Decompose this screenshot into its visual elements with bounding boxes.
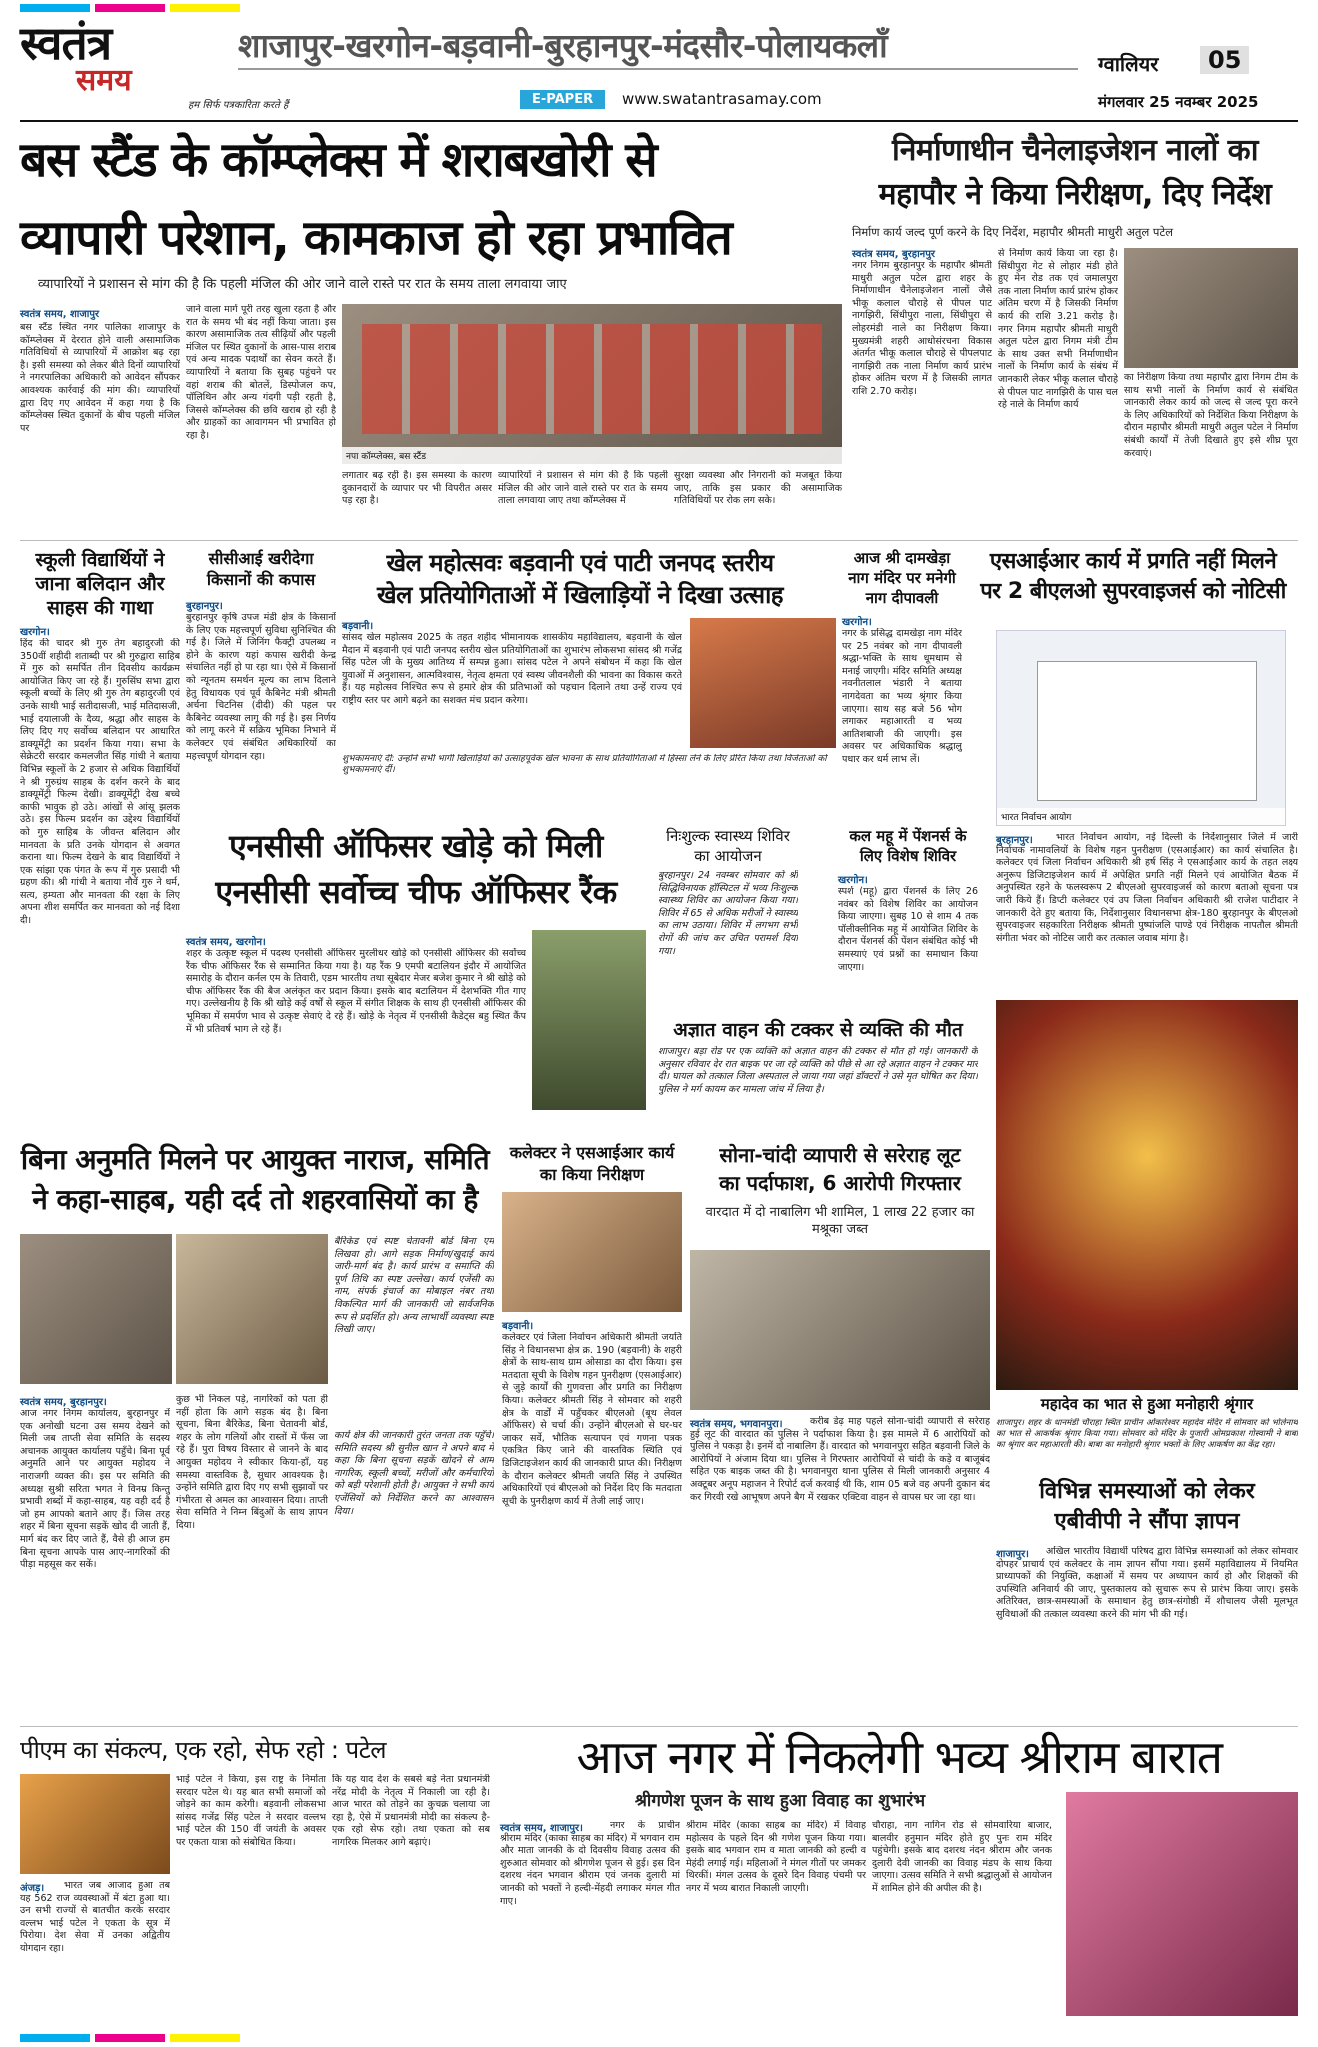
sir-dateline: बुरहानपुर। (996, 835, 1033, 846)
sir-photo (996, 630, 1286, 826)
commissioner-col-2: कुछ भी निकल पड़े, नागरिकों को पता ही नहीं होता कि आगे सड़क बंद है। बिना सूचना, बिना बैरिकेड, बिना चेतावनी बोर्ड, शहर के लोग गलियों और रास्तों में फँस जा रहे हैं। पुरा विषय विस्तार से जानने के बाद आयुक्त महोदय ने स्वीकार किया-हाँ, यह समस्या वास्तविक है, सुधार आवश्यक है। उन्होंने समिति द्वारा दिए गए सभी सुझावों पर गंभीरता से अमल का आश्वासन दिया। ताप्ती सेवा समिति ने निम्न बिंदुओं के साथ ज्ञापन दिया। (176, 1394, 328, 1531)
ncc-headline-1: एनसीसी ऑफिसर खोड़े को मिली (229, 827, 603, 865)
gold-headline-1: सोना-चांदी व्यापारी से सरेराह लूट (719, 1143, 961, 1167)
website-link[interactable]: www.swatantrasamay.com (622, 90, 822, 108)
shriram-col-2: श्रीराम मंदिर (काका साहब का मंदिर) में विवाह महोत्सव के पहले दिन श्री गणेश पूजन किया गया। इसके बाद भगवान राम व माता जानकी को हल्दी व मेहंदी लगाई गई। महिलाओं ने मंगल गीतों पर जमकर थिरकीं। मंगल उत्सव के दूसरे दिन विवाह पंचमी पर नगर में भव्य बारात निकाली जाएगी। (686, 1820, 866, 1894)
health-body: बुरहानपुर। 24 नवम्बर सोमवार को श्री सिद्धिविनायक हॉस्पिटल में भव्य निःशुल्क स्वास्थ्य शिविर का आयोजन किया गया। शिविर में 65 से अधिक मरीजों ने स्वास्थ्य का लाभ उठाया। शिविर में लगभग सभी रोगों की जांच कर उचित परामर्श दिया गया। (658, 870, 798, 957)
collector-photo (502, 1192, 682, 1312)
shriram-subhead: श्रीगणेश पूजन के साथ हुआ विवाह का शुभारंभ (634, 1791, 926, 1811)
ncc-photo (532, 930, 646, 1110)
gold-subhead: वारदात में दो नाबालिग भी शामिल, 1 लाख 22 हजार का मश्रूका जब्त (705, 1205, 975, 1237)
lead-col-5: सुरक्षा व्यवस्था और निगरानी को मजबूत किया जाए, ताकि इस प्रकार की असामाजिक गतिविधियों पर रोक लग सके। (674, 470, 842, 507)
sir-photo-label: भारत निर्वाचन आयोग (997, 808, 1285, 825)
naag-body: नगर के प्रसिद्ध दामखेड़ा नाग मंदिर पर 25 नवंबर को नाग दीपावली श्रद्धा-भक्ति के साथ धूमधाम से मनाई जाएगी। मंदिर समिति अध्यक्ष नवनीतलाल भंडारी ने बताया नागदेवता का भव्य श्रृंगार किया जाएगा। साथ सह बजे 56 भोग लगाकर महाआरती व भव्य आतिशबाजी की जाएगी। इस अवसर पर अधिकाधिक श्रद्धालु पधार कर धर्म लाभ लें। (842, 628, 962, 765)
mahadev-headline: महादेव का भात से हुआ मनोहारी श्रृंगार (1040, 1395, 1254, 1413)
collector-body: कलेक्टर एवं जिला निर्वाचन अधिकारी श्रीमती जयति सिंह ने विधानसभा क्षेत्र क्र. 190 (बड़वानी) के शहरी क्षेत्रों के साथ-साथ ग्राम ओसाडा का दौरा किया। इस मतदाता सूची के विशेष गहन पुनरीक्षण (एसआईआर) से जुड़े कार्यों की गुणवत्ता और प्रगति का निरीक्षण किया। कलेक्टर श्रीमती सिंह ने सोमवार को शहरी क्षेत्र के वार्डों में पहुँचकर बीएलओ (बूथ लेवल ऑफिसर) से चर्चा की। उन्होंने बीएलओ से घर-घर जाकर सर्वे, भौतिक सत्यापन एवं गणना पत्रक एकत्रित किए जाने की वास्तविक स्थिति एवं डिजिटाइजेशन कार्य की जानकारी प्राप्त की। निरीक्षण के दौरान कलेक्टर श्रीमती जयति सिंह ने उपस्थित अधिकारियों एवं बीएलओ को निर्देश दिए कि मतदाता सूची के पुनरीक्षण कार्य में तेजी लाई जाए। (502, 1332, 682, 1507)
lead-photo-label: नपा कॉम्प्लेक्स, बस स्टैंड (342, 447, 842, 464)
masthead-name: स्वतंत्र (20, 16, 112, 70)
sports-photo (690, 618, 836, 748)
mayor-subhead: निर्माण कार्य जल्द पूर्ण करने के दिए निर्देश, महापौर श्रीमती माधुरी अतुल पटेल (852, 225, 1174, 239)
commissioner-col-4: कार्य क्षेत्र की जानकारी तुरंत जनता तक पहुँचे। समिति सदस्य श्री सुनील खान ने अपने बाद में कहा कि बिना सूचना सड़कें खोदने से आम नागरिक, स्कूली बच्चों, मरीजों और कर्मचारियों को बड़ी परेशानी होती है। आयुक्त ने सभी कार्य एजेंसियों को निर्देशित करने का आश्वासन दिया। (334, 1430, 494, 1517)
guru-dateline: खरगोन। (20, 627, 50, 638)
gold-photo (690, 1250, 990, 1410)
sir-body: भारत निर्वाचन आयोग, नई दिल्ली के निर्देशानुसार जिले में जारी निर्वाचक नामावलियों के विशेष गहन पुनरीक्षण (एसआईआर) का कार्य संचालित है। कलेक्टर एवं जिला निर्वाचन अधिकारी श्री हर्ष सिंह ने एसआईआर कार्य के तहत लक्ष्य अनुरूप डिजिटाइजेशन कार्य में अपेक्षित प्रगति नहीं मिलने एवं आयोजित बैठक में अनुपस्थित रहने के फलस्वरूप 2 बीएलओ सुपरवाइजर्स को कारण बताओ सूचना पत्र जारी किये हैं। डिप्टी कलेक्टर एवं उप जिला निर्वाचन अधिकारी श्री राजेश पाटीदार ने जानकारी देते हुए बताया कि, निर्देशानुसार विधानसभा क्षेत्र-180 बुरहानपुर के बीएलओ सुपरवाइजर सहकारिता निरीक्षक श्रीमती पुष्पांजलि पाण्डे एवं निरीक्षक नापतौल श्रीमती संगीता भंवर को नोटिस जारी कर तत्काल जवाब मांगा है। (996, 832, 1298, 944)
sports-headline-2: खेल प्रतियोगिताओं में खिलाड़ियों ने दिखा उत्साह (376, 581, 784, 609)
edition-name: ग्वालियर (1098, 52, 1159, 76)
naag-dateline: खरगोन। (842, 617, 872, 628)
shriram-col-1: नगर के प्राचीन श्रीराम मंदिर (काका साहब का मंदिर) में भगवान राम और माता जानकी के दो दिवसीय विवाह उत्सव की शुरुआत सोमवार को श्रीगणेश पूजन से हुई। इस दिन दशरथ नंदन भगवान श्रीराम एवं जनक दुलारी मां जानकी को भक्तों ने हल्दी-मेंहदी लगाकर मंगल गीत गाए। (500, 1820, 680, 1907)
lead-col-1: बस स्टैंड स्थित नगर पालिका शाजापुर के कॉम्प्लेक्स में देररात होने वाली असामाजिक गतिविधियों से व्यापारियों में आक्रोश बढ़ रहा है। इसी समस्या को लेकर बीते दिनों व्यापारियों ने नगरपालिका अधिकारी को आवेदन सौंपकर आवश्यक कार्रवाई की मांग की। व्यापारियों द्वारा दिए गए आवेदन में कहा गया है कि कॉम्प्लेक्स स्थित दुकानों के बीच पहली मंजिल पर (20, 322, 180, 434)
epaper-badge[interactable]: E-PAPER (520, 90, 605, 109)
cotton-dateline: बुरहानपुर। (186, 601, 223, 612)
lead-photo (342, 304, 842, 464)
health-headline: निःशुल्क स्वास्थ्य शिविर का आयोजन (666, 827, 790, 865)
print-mark-cyan (20, 4, 90, 12)
mayor-dateline: स्वतंत्र समय, बुरहानपुर (852, 249, 935, 260)
lead-subhead: व्यापारियों ने प्रशासन से मांग की है कि पहली मंजिल की ओर जाने वाले रास्ते पर रात के समय ताला लगवाया जाए (38, 277, 567, 292)
print-mark-yellow (170, 4, 240, 12)
mayor-photo (1124, 248, 1298, 368)
masthead-divider (238, 68, 1078, 70)
pm-headline: पीएम का संकल्प, एक रहो, सेफ रहो : पटेल (20, 1736, 387, 1764)
collector-dateline: बड़वानी। (502, 1321, 534, 1332)
lead-headline-1: बस स्टैंड के कॉम्प्लेक्स में शराबखोरी से (20, 132, 657, 188)
sir-headline-2: पर 2 बीएलओ सुपरवाइजर्स को नोटिसी (980, 579, 1286, 604)
cotton-headline: सीसीआई खरीदेगा किसानों की कपास (206, 549, 316, 589)
sports-body: सांसद खेल महोत्सव 2025 के तहत शहीद भीमानायक शासकीय महाविद्यालय, बड़वानी के खेल मैदान में बड़वानी एवं पाटी जनपद स्तरीय खेल प्रतियोगिताओं का शुभारंभ लोकसभा सांसद श्री गजेंद्र सिंह पटेल जी के मुख्य आतिथ्य में सम्पन्न हुआ। सांसद पटेल ने अपने संबोधन में कहा कि खेल युवाओं में अनुशासन, आत्मविश्वास, नेतृत्व क्षमता एवं स्वस्थ जीवनशैली की भावना का विकास करते हैं। यह महोत्सव निश्चित रूप से हमारे क्षेत्र की प्रतिभाओं को पहचान दिलाने तथा उन्हें राज्य एवं राष्ट्रीय स्तर पर आगे बढ़ने का सशक्त मंच प्रदान करेगा। (342, 632, 682, 706)
collector-headline: कलेक्टर ने एसआईआर कार्य का किया निरीक्षण (509, 1143, 675, 1184)
gold-dateline: स्वतंत्र समय, भगवानपुरा। (690, 1419, 783, 1430)
abvp-headline-2: एबीवीपी ने सौंपा ज्ञापन (1054, 1509, 1240, 1534)
pension-headline: कल महू में पेंशनर्स के लिए विशेष शिविर (849, 827, 967, 865)
print-mark-magenta-bottom (95, 2034, 165, 2042)
gold-body: करीब डेढ़ माह पहले सोना-चांदी व्यापारी से सरेराह हुई लूट की वारदात का पुलिस ने पर्दाफाश किया है। इस मामले में 6 आरोपियों को पुलिस ने पकड़ा है। इनमें दो नाबालिग हैं। वारदात को भगवानपुरा सहित बड़वानी जिले के आरोपियों ने अंजाम दिया था। पुलिस ने गिरफ्तार आरोपियों से चांदी के कड़े व बाजूबंद सहित एक बाइक जब्त की है। भगवानपुरा थाना पुलिस से मिली जानकारी अनुसार 4 अक्टूबर अनूप महाजन ने रिपोर्ट दर्ज करवाई थी कि, शाम 05 बजे वह अपनी दुकान बंद कर गिरवी रखे आभूषण अपने बैग में रखकर एक्टिवा वाहन से वापस घर जा रहा था। (690, 1416, 990, 1503)
mayor-headline-2: महापौर ने किया निरीक्षण, दिए निर्देश (878, 177, 1272, 212)
abvp-headline-1: विभिन्न समस्याओं को लेकर (1039, 1479, 1255, 1504)
pm-photo (20, 1774, 170, 1874)
cotton-body: बुरहानपुर कृषि उपज मंडी क्षेत्र के किसानों के लिए एक महत्त्वपूर्ण सुविधा सुनिश्चित की गई है। जिले में जिनिंग फैक्ट्री उपलब्ध न होने के कारण यहां कपास खरीदी केन्द्र संचालित नहीं हो पा रहा था। ऐसे में किसानों को न्यूनतम समर्थन मूल्य का लाभ दिलाने हेतु विधायक एवं पूर्व कैबिनेट मंत्री श्रीमती अर्चना चिटनिस (दीदी) की पहल पर कैबिनेट व्यवस्था लागू की गई है। इस निर्णय को लागू करने में सक्रिय भूमिका निभाने में कलेक्टर एवं संबंधित अधिकारियों का महत्त्वपूर्ण योगदान रहा। (186, 612, 336, 762)
shriram-headline: आज नगर में निकलेगी भव्य श्रीराम बारात (576, 1730, 1222, 1784)
pm-col-3: कि यह याद देश के सबसे बड़े नेता प्रधानमंत्री नरेंद्र मोदी के नेतृत्व में निकाली जा रही है। आज भारत को तोड़ने का कुचक्र चलाया जा रहा है, ऐसे में प्रधानमंत्री मोदी का संकल्प है-एक रहो सेफ रहो। तथा एकता को सब नागरिक मिलकर आगे बढ़ाएं। (332, 1774, 490, 1848)
pm-col-2: भाई पटेल ने किया, इस राष्ट्र के निर्माता सरदार पटेल थे। यह बात सभी समाजों को जोड़ने का काम करेगी। बड़वानी लोकसभा सांसद गजेंद्र सिंह पटेल ने सरदार वल्लभ भाई पटेल की 150 वीं जयंती के अवसर पर एकता यात्रा को संबोधित किया। (176, 1774, 326, 1848)
mahadev-body: शाजापुर। शहर के धानमंडी चौराहा स्थित प्राचीन ओंकारेश्वर महादेव मंदिर में सोमवार को भोलेनाथ का भात से आकर्षक श्रृंगार किया गया। सोमवार को मंदिर के पुजारी ओमप्रकाश गोस्वामी ने बाबा का श्रृंगार कर महाआरती की। बाबा का मनोहारी श्रृंगार भक्तों के लिए आकर्षण का केंद्र रहा। (996, 1418, 1298, 1450)
commissioner-headline-1: बिना अनुमति मिलने पर आयुक्त नाराज, समिति (20, 1143, 490, 1176)
shriram-dateline: स्वतंत्र समय, शाजापुर। (500, 1823, 583, 1834)
ncc-headline-2: एनसीसी सर्वोच्च चीफ ऑफिसर रैंक (215, 873, 617, 911)
lead-col-3: लगातार बढ़ रही है। इस समस्या के कारण दुकानदारों के व्यापार पर भी विपरीत असर पड़ रहा है। (342, 470, 492, 507)
commissioner-col-3: बैरिकेड एवं स्पष्ट चेतावनी बोर्ड बिना एम लिखवा हो। आगे सड़क निर्माण/खुदाई कार्य जारी-मार्ग बंद है। कार्य प्रारंभ व समाप्ति की पूर्ण तिथि का स्पष्ट उल्लेख। कार्य एजेंसी का नाम, संपर्क इंचार्ज का मोबाइल नंबर तथा विकल्पित मार्ग की जानकारी जो सार्वजनिक रूप से प्रदर्शित हो। अन्य लाभार्थी व्यवस्था स्पष्ट लिखी जाए। (334, 1236, 494, 1336)
guru-body: हिंद की चादर श्री गुरु तेग बहादुरजी की 350वीं शहीदी शताब्दी पर श्री गुरुद्वारा साहिब में गुरु को समर्पित तीन दिवसीय कार्यक्रम आयोजित किए जा रहे हैं। गुरुसिंघ सभा द्वारा स्कूली बच्चों के लिए श्री गुरु तेग बहादुरजी एवं उनके साथी भाई सतीदासजी, भाई मतिदासजी, भाई दयालाजी के दैव्य, श्रद्धा और साहस के लिए दिए गए सर्वोच्च बलिदान पर आधारित डाक्यूमेंट्री का प्रदर्शन किया गया। सभा के सेक्रेटरी सरदार कमलजीत सिंह गांधी ने बताया विभिन्न स्कूलों के 2 हजार से अधिक विद्यार्थियों ने श्री गुरुग्रंथ साहब के दर्शन करने के बाद डाक्यूमेंट्री फिल्म देखी। डाक्यूमेंट्री देख बच्चे काफी भावुक हो उठे। आंखों से आंसू झलक उठे। इस फिल्म प्रदर्शन का उद्देश्य विद्यार्थियों को गुरु साहिब के जीवन्त बलिदान और मानवता के प्रति उनके योगदान से अवगत कराना था। फिल्म देखने के बाद विद्यार्थियों ने एक सांझा एक पंगत के रूप में गुरु प्रसादी भी ग्रहण की। श्री गांधी ने बताया नौवें गुरु ने धर्म, सत्य, हम्यता और मानवता की रक्षा के लिए अपना शीश समर्पित कर मानवता को नई दिशा दी। (20, 638, 180, 927)
mayor-headline-1: निर्माणाधीन चैनेलाइजेशन नालों का (892, 133, 1258, 168)
lead-col-2: जाने वाला मार्ग पूरी तरह खुला रहता है और रात के समय भी बंद नहीं किया जाता। इस कारण असामाजिक तत्व सीढ़ियों और पहली मंजिल पर स्थित दुकानों के आस-पास शराब एवं अन्य मादक पदार्थों का सेवन करते हैं। व्यापारियों ने बताया कि सुबह पहुंचने पर वहां शराब की बोतलें, डिस्पोजल कप, पॉलिथिन और अन्य गंदगी पड़ी रहती है, जिससे कॉम्प्लेक्स की छवि खराब हो रही है और ग्राहकों का आवागमन भी प्रभावित हो रहा है। (186, 304, 336, 441)
pension-dateline: खरगोन। (838, 875, 868, 886)
pension-body: स्पर्श (महू) द्वारा पेंशनर्स के लिए 26 नवंबर को विशेष शिविर का आयोजन किया जाएगा। सुबह 10 से शाम 4 तक पॉलीक्लीनिक महू में आयोजित शिविर के दौरान पेंशनर्स की पेंशन संबंधित कोई भी समस्याएं एवं प्रश्नों का समाधान किया जाएगा। (838, 886, 978, 973)
mayor-col-1: नगर निगम बुरहानपुर के महापौर श्रीमती माधुरी अतुल पटेल द्वारा शहर के निर्माणाधीन चैनेलाइजेशन नालों जैसे भीकू कलाल चौराहे से पीपल पाट नागझिरी, सिंधीपुरा नाला, सिंधीपुरा से लोहरमंडी नाले का निरीक्षण किया। मुख्यमंत्री शहरी आधोसंरचना विकास अंतर्गत भीकू कलाल चौराहे से पीपलपाट नागझिरी तक नाला निर्माण कार्य प्रारंभ होकर अंतिम चरण में है जिसकी लागत राशि 2.70 करोड़। (852, 260, 992, 397)
abvp-body: अखिल भारतीय विद्यार्थी परिषद द्वारा विभिन्न समस्याओं को लेकर सोमवार दोपहर प्राचार्य एवं कलेक्टर के नाम ज्ञापन सौंपा गया। इसमें महाविद्यालय में नियमित प्राध्यापकों की नियुक्ति, कक्षाओं में समय पर अध्यापन कार्य हो और शिक्षकों की उपस्थिति अनिवार्य की जाए, पुस्तकालय को सुचारू रूप से प्रारंभ किया जाए। इसके अतिरिक्त, छात्र-समस्याओं के समाधान हेतु छात्र-संगोष्ठी में शौचालय जैसी मूलभूत सुविधाओं की तत्काल व्यवस्था करने की मांग भी की गई। (996, 1546, 1298, 1620)
lead-headline-2: व्यापारी परेशान, कामकाज हो रहा प्रभावित (20, 210, 732, 266)
print-mark-yellow-bottom (170, 2034, 240, 2042)
shriram-col-3: चौराहा, नाग नागिन रोड से सोमवारिया बाजार, बालवीर हनुमान मंदिर होते हुए पुनः राम मंदिर पहुंचेगी। इसके बाद दशरथ नंदन श्रीराम और जनक दुलारी देवी जानकी का विवाह मंडप के साथ किया जाएगा। उत्सव समिति ने सभी श्रद्धालुओं से आयोजन में शामिल होने की अपील की है। (872, 1820, 1052, 1894)
sports-dateline: बड़वानी। (342, 621, 374, 632)
masthead-sub: समय (76, 63, 132, 98)
section-divider (20, 540, 1298, 541)
guru-headline: स्कूली विद्यार्थियों ने जाना बलिदान और साहस की गाथा (35, 549, 165, 619)
mayor-col-2: से निर्माण कार्य किया जा रहा है। सिंधीपुरा गेट से लोहार मंडी होते हुए मेन रोड तक एवं जमालपुरा तक नाला निर्माण कार्य प्रारंभ होकर अंतिम चरण में है जिसकी निर्माण कार्य की राशि 3.21 करोड़ है। नगर निगम महापौर श्रीमती माधुरी अतुल पटेल द्वारा निगम मंत्री टीम के साथ उक्त सभी निर्माणाधीन नालों के निर्माण कार्य के संबंध में जानकारी लेकर भीकू कलाल चौराहे से पीपल पाट नागझिरी के पास चल रहे नाले के निर्माण कार्य (998, 248, 1118, 411)
sports-caption: शुभकामनाएं दीं: उन्होंने सभी भागी खिलाड़ियों को उत्साहपूर्वक खेल भावना के साथ प्रतियोगिताओं में हिस्सा लेने के लिए प्रेरित किया तथा विजेताओं को शुभकामनाएं दीं। (342, 754, 827, 775)
mayor-col-3: का निरीक्षण किया तथा महापौर द्वारा निगम टीम के साथ सभी नालों के निर्माण कार्य से संबंधित जानकारी लेकर कार्य को जल्द से जल्द पूरा करने के लिए अधिकारियों को निर्देशित किया निरीक्षण के दौरान महापौर श्रीमती माधुरी अतुल पटेल ने निर्माण संबंधी कार्यों में तेजी दिखाते हुए इसे शीघ्र पूरा करवाएं। (1124, 372, 1298, 459)
lead-col-4: व्यापारियों ने प्रशासन से मांग की है कि पहली मंजिल की ओर जाने वाले रास्ते पर रात के समय ताला लगवाया जाए तथा कॉम्प्लेक्स में (498, 470, 668, 507)
ncc-dateline: स्वतंत्र समय, खरगोन। (186, 937, 266, 948)
lead-dateline: स्वतंत्र समय, शाजापुर (20, 309, 100, 320)
pm-col-1: भारत जब आजाद हुआ तब यह 562 राज व्यवस्थाओं में बंटा हुआ था। उन सभी राज्यों से बातचीत करके सरदार वल्लभ भाई पटेल ने एकता के सूत्र में पिरोया। देश सेवा में उनका अद्वितीय योगदान रहा। (20, 1880, 170, 1954)
pm-dateline: अंजड़। (20, 1883, 45, 1894)
masthead-tagline: हम सिर्फ पत्रकारिता करते हैं (188, 100, 289, 111)
print-mark-magenta (95, 4, 165, 12)
commissioner-dateline: स्वतंत्र समय, बुरहानपुर। (20, 1397, 107, 1408)
sir-headline-1: एसआईआर कार्य में प्रगति नहीं मिलने (989, 549, 1277, 574)
sports-headline-1: खेल महोत्सवः बड़वानी एवं पाटी जनपद स्तरीय (386, 549, 774, 577)
shriram-photo (1066, 1792, 1298, 2016)
commissioner-headline-2: ने कहा-साहब, यही दर्द तो शहरवासियों का है (32, 1183, 478, 1216)
commissioner-photo-1 (20, 1234, 172, 1384)
page-number: 05 (1200, 46, 1249, 74)
accident-headline: अज्ञात वाहन की टक्कर से व्यक्ति की मौत (673, 1019, 963, 1041)
gold-headline-2: का पर्दाफाश, 6 आरोपी गिरफ्तार (719, 1171, 961, 1195)
mahadev-photo (996, 1000, 1298, 1390)
ncc-body: शहर के उत्कृष्ट स्कूल में पदस्थ एनसीसी ऑफिसर मुरलीधर खोड़े को एनसीसी ऑफिसर की सर्वोच्च रैंक चीफ ऑफिसर रैंक से सम्मानित किया गया है। यह रैंक 9 एमपी बटालियन इंदौर में आयोजित समारोह के दौरान कर्नल एम के तिवारी, एडम भारतीय तथा सूबेदार मेजर बजेश कुमार ने श्री खोड़े को चीफ ऑफिसर रैंक की बैज अलंकृत कर प्रदान किया। इसके बाद बटालियन में देशभक्ति गीत गाए गए। उल्लेखनीय है कि श्री खोड़े कई वर्षों से स्कूल में संगीत शिक्षक के साथ ही एनसीसी ऑफिसर की भूमिका में समर्पण भाव से उत्कृष्ट सेवाएं दे रहे हैं। खोड़े के नेतृत्व में एनसीसी कैडेट्स बहु स्थित कैंप में भी प्रतिवर्ष भाग ले रहे हैं। (186, 948, 526, 1035)
commissioner-photo-2 (176, 1234, 328, 1384)
section-divider-bottom (20, 1726, 1298, 1727)
edition-cities: शाजापुर-खरगोन-बड़वानी-बुरहानपुर-मंदसौर-पोलायकलाँ (238, 26, 888, 65)
print-mark-cyan-bottom (20, 2034, 90, 2042)
accident-body: शाजापुर। बड़ा रोड पर एक व्यक्ति को अज्ञात वाहन की टक्कर से मौत हो गई। जानकारी के अनुसार रविवार देर रात बाइक पर जा रहे व्यक्ति को पीछे से आ रहे अज्ञात वाहन ने टक्कर मार दी। घायल को तत्काल जिला अस्पताल ले जाया गया जहां डॉक्टरों ने उसे मृत घोषित कर दिया। पुलिस ने मर्ग कायम कर मामला जांच में लिया है। (658, 1046, 978, 1095)
issue-date: मंगलवार 25 नवम्बर 2025 (1098, 93, 1259, 111)
naag-headline: आज श्री दामखेड़ा नाग मंदिर पर मनेगी नाग दीपावली (848, 549, 956, 607)
masthead-rule (20, 120, 1298, 122)
commissioner-col-1: आज नगर निगम कार्यालय, बुरहानपुर में एक अनोखी घटना उस समय देखने को मिली जब ताप्ती सेवा समिति के सदस्य अचानक आयुक्त कार्यालय पहुँचे। बिना पूर्व अनुमति आने पर आयुक्त महोदय ने नाराजगी व्यक्त की। इस पर समिति की अध्यक्ष सुश्री सरिता भगत ने विनम्र किन्तु प्रभावी शब्दों में कहा-साहब, यह वही दर्द है जो हम आपको बताने आए हैं। जिस तरह शहर में बिना सूचना सड़कें खोद दी जाती हैं, मार्ग बंद कर दिए जाते हैं, वैसे ही आज हम बिना सूचना आपके पास आए-नागरिकों की पीड़ा महसूस कर सकें। (20, 1408, 170, 1571)
abvp-dateline: शाजापुर। (996, 1549, 1029, 1560)
